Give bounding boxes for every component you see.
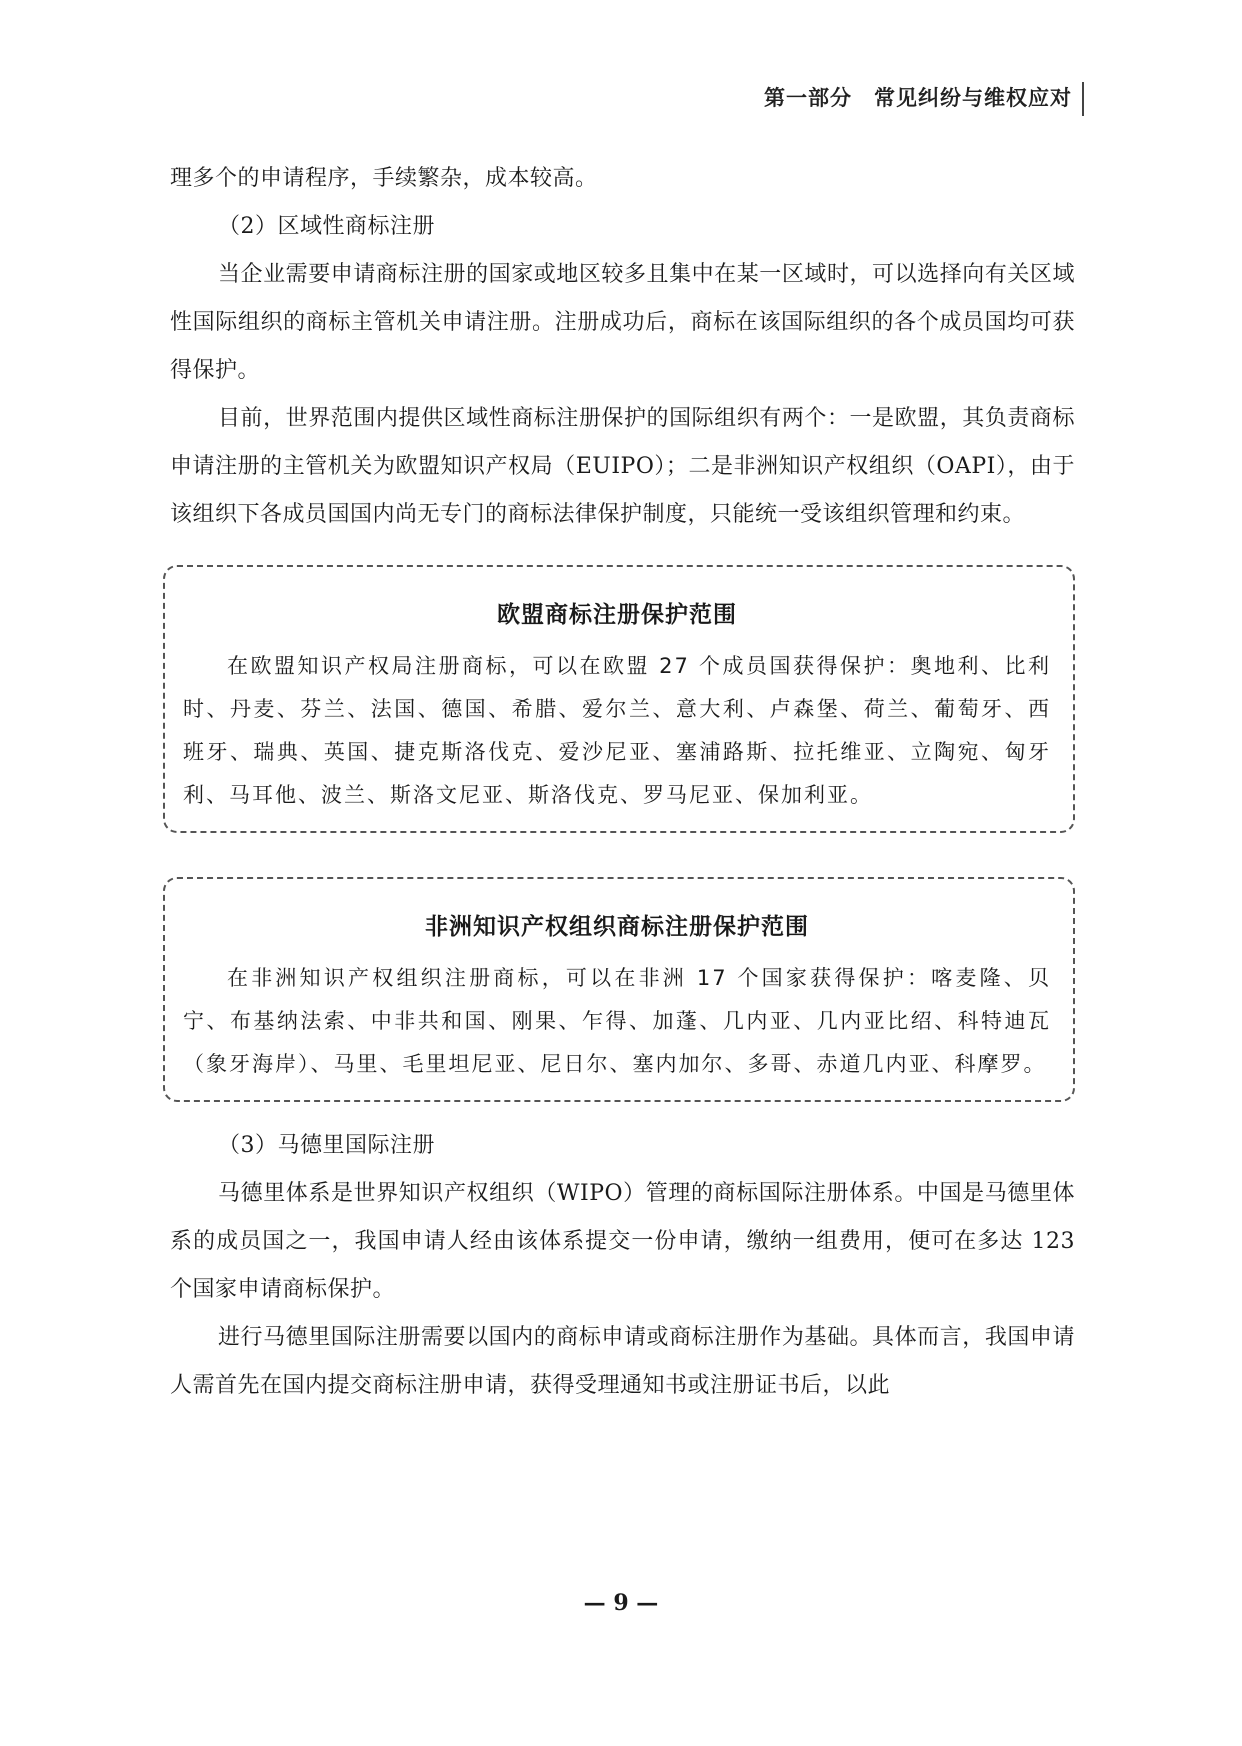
paragraph-madrid-system: 马德里体系是世界知识产权组织（WIPO）管理的商标国际注册体系。中国是马德里体系的成员国之一，我国申请人经由该体系提交一份申请，缴纳一组费用，便可在多达 123 个国家申请商标保护。 <box>170 1181 1075 1302</box>
eu-box-title: 欧盟商标注册保护范围 <box>497 602 737 628</box>
oapi-box-body: 在非洲知识产权组织注册商标，可以在非洲 17 个国家获得保护：喀麦隆、贝宁、布基纳法索、中非共和国、刚果、乍得、加蓬、几内亚、几内亚比绍、科特迪瓦（象牙海岸）、马里、毛里坦尼亚、尼日尔、塞内加尔、多哥、赤道几内亚、科摩罗。 <box>183 966 1051 1076</box>
page-number: — 9 — <box>583 1590 659 1616</box>
paragraph-continuation: 理多个的申请程序，手续繁杂，成本较高。 <box>170 166 598 191</box>
section-heading-regional: （2）区域性商标注册 <box>218 214 435 239</box>
eu-box-body: 在欧盟知识产权局注册商标，可以在欧盟 27 个成员国获得保护：奥地利、比利时、丹麦、芬兰、法国、德国、希腊、爱尔兰、意大利、卢森堡、荷兰、葡萄牙、西班牙、瑞典、英国、捷克斯洛伐克、爱沙尼亚、塞浦路斯、拉托维亚、立陶宛、匈牙利、马耳他、波兰、斯洛文尼亚、斯洛伐克、罗马尼亚、保加利亚。 <box>183 654 1051 807</box>
running-header: 第一部分 常见纠纷与维权应对 <box>764 86 1072 110</box>
page-body <box>170 155 1075 1410</box>
header-divider <box>1082 82 1084 116</box>
paragraph-regional-orgs: 目前，世界范围内提供区域性商标注册保护的国际组织有两个：一是欧盟，其负责商标申请注册的主管机关为欧盟知识产权局（EUIPO）；二是非洲知识产权组织（OAPI），由于该组织下各成员国国内尚无专门的商标法律保护制度，只能统一受该组织管理和约束。 <box>170 406 1075 527</box>
eu-protection-box <box>163 565 1075 833</box>
paragraph-madrid-basis: 进行马德里国际注册需要以国内的商标申请或商标注册作为基础。具体而言，我国申请人需首先在国内提交商标注册申请，获得受理通知书或注册证书后，以此 <box>170 1325 1075 1398</box>
oapi-protection-box <box>163 877 1075 1102</box>
oapi-box-title: 非洲知识产权组织商标注册保护范围 <box>425 914 809 940</box>
paragraph-regional-intro: 当企业需要申请商标注册的国家或地区较多且集中在某一区域时，可以选择向有关区域性国际组织的商标主管机关申请注册。注册成功后，商标在该国际组织的各个成员国均可获得保护。 <box>170 262 1075 383</box>
section-heading-madrid: （3）马德里国际注册 <box>218 1133 435 1158</box>
